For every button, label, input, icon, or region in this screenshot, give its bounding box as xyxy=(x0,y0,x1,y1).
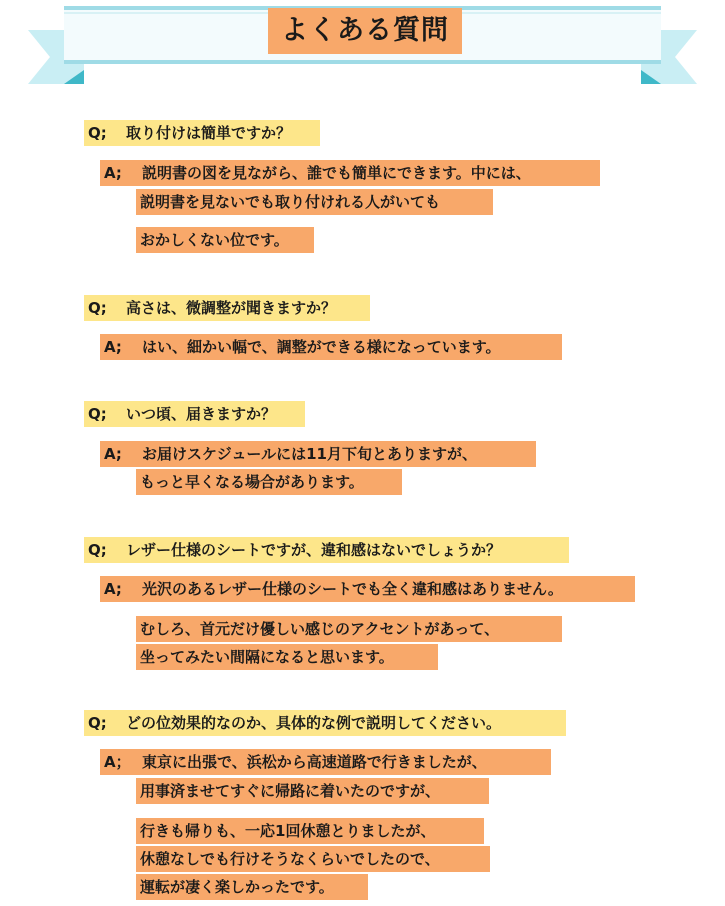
answer-5-line-4 xyxy=(136,846,490,872)
answer-text: はい、細かい幅で、調整ができる様になっています。 xyxy=(142,338,501,356)
question-text: どの位効果的なのか、具体的な例で説明してください。 xyxy=(126,714,502,732)
answer-2-line-1 xyxy=(100,334,562,360)
answer-5-line-5 xyxy=(136,874,368,900)
answer-1-line-3 xyxy=(136,227,314,253)
answer-prefix: A； xyxy=(104,753,131,771)
answer-prefix: A; xyxy=(104,164,122,182)
answer-text: むしろ、首元だけ優しい感じのアクセントがあって、 xyxy=(140,620,500,638)
answer-text: おかしくない位です。 xyxy=(140,231,289,249)
answer-text: もっと早くなる場合があります。 xyxy=(140,473,364,491)
answer-prefix: A; xyxy=(104,580,122,598)
question-text: いつ頃、届きますか？ xyxy=(126,405,277,423)
answer-prefix: A; xyxy=(104,445,122,463)
answer-text: 光沢のあるレザー仕様のシートでも全く違和感はありません。 xyxy=(142,580,563,598)
question-4 xyxy=(84,537,569,563)
answer-text: 坐ってみたい間隔になると思います。 xyxy=(140,648,394,666)
answer-text: 説明書の図を見ながら、誰でも簡単にできます。中には、 xyxy=(142,164,531,182)
answer-5-line-2 xyxy=(136,778,489,804)
question-prefix: Q; xyxy=(88,299,107,317)
answer-text: 行きも帰りも、一応1回休憩とりましたが、 xyxy=(140,822,436,840)
answer-4-line-2 xyxy=(136,616,562,642)
faq-banner xyxy=(0,0,725,92)
answer-text: 東京に出張で、浜松から高速道路で行きましたが、 xyxy=(142,753,487,771)
question-prefix: Q; xyxy=(88,541,107,559)
question-text: 取り付けは簡単ですか？ xyxy=(126,124,292,142)
answer-3-line-2 xyxy=(136,469,402,495)
answer-5-line-3 xyxy=(136,818,484,844)
question-prefix: Q; xyxy=(88,405,107,423)
question-5 xyxy=(84,710,566,736)
answer-text: 運転が凄く楽しかったです。 xyxy=(140,878,334,896)
answer-1-line-2 xyxy=(136,189,493,215)
answer-5-line-1 xyxy=(100,749,551,775)
answer-3-line-1 xyxy=(100,441,536,467)
question-text: レザー仕様のシートですが、違和感はないでしょうか？ xyxy=(126,541,502,559)
page-title: よくある質問 xyxy=(268,8,462,54)
question-2 xyxy=(84,295,370,321)
answer-1-line-1 xyxy=(100,160,600,186)
answer-4-line-3 xyxy=(136,644,438,670)
question-3 xyxy=(84,401,305,427)
answer-text: 用事済ませてすぐに帰路に着いたのですが、 xyxy=(140,782,441,800)
question-prefix: Q; xyxy=(88,124,107,142)
question-text: 高さは、微調整が聞きますか？ xyxy=(126,299,337,317)
answer-text: 説明書を見ないでも取り付けれる人がいても xyxy=(140,193,441,211)
answer-text: 休憩なしでも行けそうなくらいでしたので、 xyxy=(140,850,440,868)
answer-4-line-1 xyxy=(100,576,635,602)
question-prefix: Q; xyxy=(88,714,107,732)
answer-text: お届けスケジュールには11月下旬とありますが、 xyxy=(142,445,477,463)
answer-prefix: A; xyxy=(104,338,122,356)
question-1 xyxy=(84,120,320,146)
